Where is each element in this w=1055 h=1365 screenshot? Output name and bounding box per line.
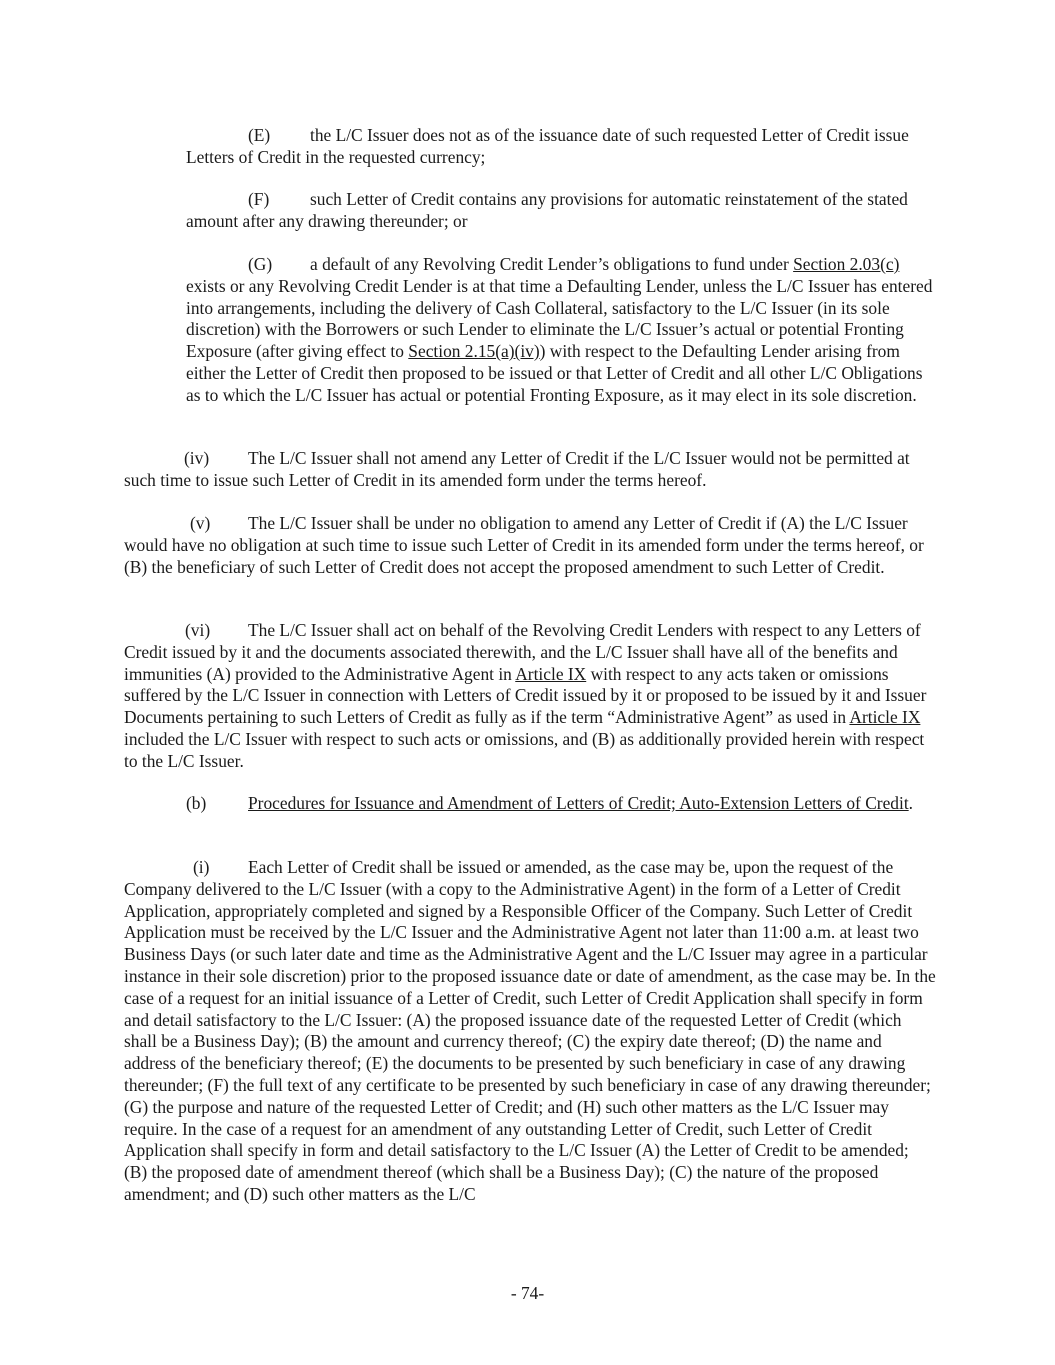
paragraph-e-text: the L/C Issuer does not as of the issuance date of such requested Letter of Credit issue Letters of Credit in the requested currency; [186, 125, 909, 167]
article-ix-reference-2: Article IX [849, 707, 921, 728]
paragraph-v-label: (v) [190, 513, 211, 533]
paragraph-b-label: (b) [186, 793, 207, 813]
paragraph-b-heading: Procedures for Issuance and Amendment of Letters of Credit; Auto-Extension Letters of Credit [248, 793, 909, 813]
paragraph-vi [124, 620, 936, 773]
paragraph-i [124, 857, 936, 1206]
page-number: - 74- [510, 1283, 545, 1303]
article-ix-reference: Article IX [515, 663, 587, 684]
paragraph-i-label: (i) [193, 857, 210, 877]
paragraph-g-text-2: exists or any Revolving Credit Lender is at that time a Defaulting Lender, unless the L/C Issuer has entered into arrangements, including the delivery of Cash Collateral, satisfactory to the L/C Issuer (in its sole discretion) with the Borrowers or such Lender to eliminate the L/C Issuer’s actual or potential Fronting Exposure (after giving effect to [186, 275, 933, 362]
paragraph-g-text-1: a default of any Revolving Credit Lender’s obligations to fund under [310, 254, 794, 274]
paragraph-e [186, 125, 936, 169]
paragraph-g-text-3: ) with respect to the Defaulting Lender arising from either the Letter of Credit then proposed to be issued or that Letter of Credit and all other L/C Obligations as to which the L/C Issuer has actual or potential Fronting Exposure, as it may elect in its sole discretion. [186, 341, 923, 405]
paragraph-iv [124, 448, 936, 492]
paragraph-f-text: such Letter of Credit contains any provisions for automatic reinstatement of the stated amount after any drawing thereunder; or [186, 189, 908, 231]
paragraph-g-label: (G) [248, 254, 273, 274]
paragraph-f-label: (F) [248, 189, 270, 209]
paragraph-vi-label: (vi) [185, 620, 211, 640]
paragraph-e-label: (E) [248, 125, 271, 145]
paragraph-b [124, 793, 936, 815]
paragraph-f [186, 189, 936, 233]
section-2-03c-reference: Section 2.03(c) [793, 254, 900, 274]
paragraph-b-period: . [908, 793, 914, 813]
paragraph-v [124, 513, 936, 578]
paragraph-i-text: Each Letter of Credit shall be issued or amended, as the case may be, upon the request of the Company delivered to the L/C Issuer (with a copy to the Administrative Agent) in the form of a Letter of Credit Application, appropriately completed and signed by a Responsible Officer of the Company. Such Letter of Credit Application must be received by the L/C Issuer and the Administrative Agent not later than 11:00 a.m. at least two Business Days (or such later date and time as the Administrative Agent and the L/C Issuer may agree in a particular instance in their sole discretion) prior to the proposed issuance date or date of amendment, as the case may be. In the case of a request for an initial issuance of a Letter of Credit, such Letter of Credit Application shall specify in form and detail satisfactory to the L/C Issuer: (A) the proposed issuance date of the requested Letter of Credit (which shall be a Business Day); (B) the amount and currency thereof; (C) the expiry date thereof; (D) the name and address of the beneficiary thereof; (E) the documents to be presented by such beneficiary in case of any drawing thereunder; (F) the full text of any certificate to be presented by such beneficiary in case of any drawing thereunder; (G) the purpose and nature of the requested Letter of Credit; and (H) such other matters as the L/C Issuer may require. In the case of a request for an amendment of any outstanding Letter of Credit, such Letter of Credit Application shall specify in form and detail satisfactory to the L/C Issuer (A) the Letter of Credit to be amended; (B) the proposed date of amendment thereof (which shall be a Business Day); (C) the nature of the proposed amendment; and (D) such other matters as the L/C [124, 857, 936, 1204]
paragraph-v-text: The L/C Issuer shall be under no obligation to amend any Letter of Credit if (A) the L/C Issuer would have no obligation at such time to issue such Letter of Credit in its amended form under the terms hereof, or (B) the beneficiary of such Letter of Credit does not accept the proposed amendment to such Letter of Credit. [124, 513, 924, 577]
paragraph-vi-text-1: The L/C Issuer shall act on behalf of the Revolving Credit Lenders with respect to any Letters of Credit issued by it and the documents associated therewith, and the L/C Issuer shall have all of the benefits and immunities (A) provided to the Administrative Agent in [124, 620, 921, 684]
section-2-15aiv-reference: Section 2.15(a)(iv) [408, 341, 540, 362]
paragraph-vi-text-2: with respect to any acts taken or omissions suffered by the L/C Issuer in connection with Letters of Credit issued by it or proposed to be issued by it and Issuer Documents pertaining to such Letters of Credit as fully as if the term “Administrative Agent” as used in [124, 663, 927, 728]
paragraph-vi-text-3: included the L/C Issuer with respect to such acts or omissions, and (B) as additionally provided herein with respect to the L/C Issuer. [124, 728, 925, 771]
paragraph-iv-label: (iv) [184, 448, 210, 468]
paragraph-iv-text: The L/C Issuer shall not amend any Letter of Credit if the L/C Issuer would not be permitted at such time to issue such Letter of Credit in its amended form under the terms hereof. [124, 448, 910, 490]
paragraph-g [186, 254, 936, 407]
